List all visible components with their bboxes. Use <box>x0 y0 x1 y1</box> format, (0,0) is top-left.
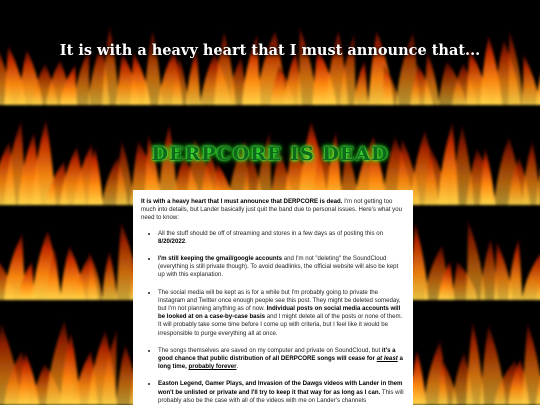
derpcore-is-dead-title: DERPCORE IS DEAD <box>151 143 389 165</box>
flame-shape <box>354 60 368 105</box>
list-item: • The social media will be kept as is for a while but I'm probably going to private the Instagram and Twitter once enough people see this post. They might be deleted someday, but I'm not planning anything as of now. Individual posts on social media accounts will be looked at on a case-by-case basis and I might delete all of the posts or none of them. It will probably take some time before I come up with criteria, but I feel like it would be irresponsible to purge everything all at once. <box>158 289 405 338</box>
flame-shape <box>508 29 523 105</box>
flame-shape <box>424 52 439 105</box>
headline: It is with a heavy heart that I must announce that... <box>59 42 481 59</box>
list-item: • I'm still keeping the gmail/google accounts and I'm not "deleting" the SoundCloud (everything is still private though). To avoid deadlinks, the official website will also be kept up with this explanation. <box>158 255 405 280</box>
announcement-list <box>141 230 405 405</box>
flame-shape <box>508 238 523 300</box>
flame-shape <box>102 251 117 300</box>
list-item: • Easton Legend, Gamer Plays, and Invasion of the Dawgs videos with Lander in them won't be unlisted or private and I'll try to keep it that way for as long as I can. This will probably also be the case with all of the videos with me on Lander's channels <box>158 380 405 405</box>
list-item: • All the stuff should be off of streaming and stores in a few days as of posting this on 8/20/2022. <box>158 230 405 246</box>
flame-shape <box>522 322 540 405</box>
announcement-panel <box>133 190 413 405</box>
flame-shape <box>88 251 102 300</box>
intro-paragraph: It is with a heavy heart that I must announce that DERPCORE is dead. I'm not getting too much into details, but Lander basically just quit the band due to personal issues. Here's what you need to know: <box>141 198 402 222</box>
list-item: • The songs themselves are saved on my computer and private on SoundCloud, but it's a good chance that public distribution of all DERPCORE songs will cease for at least a long time, probably forever. <box>158 347 405 372</box>
flame-shape <box>522 54 539 105</box>
